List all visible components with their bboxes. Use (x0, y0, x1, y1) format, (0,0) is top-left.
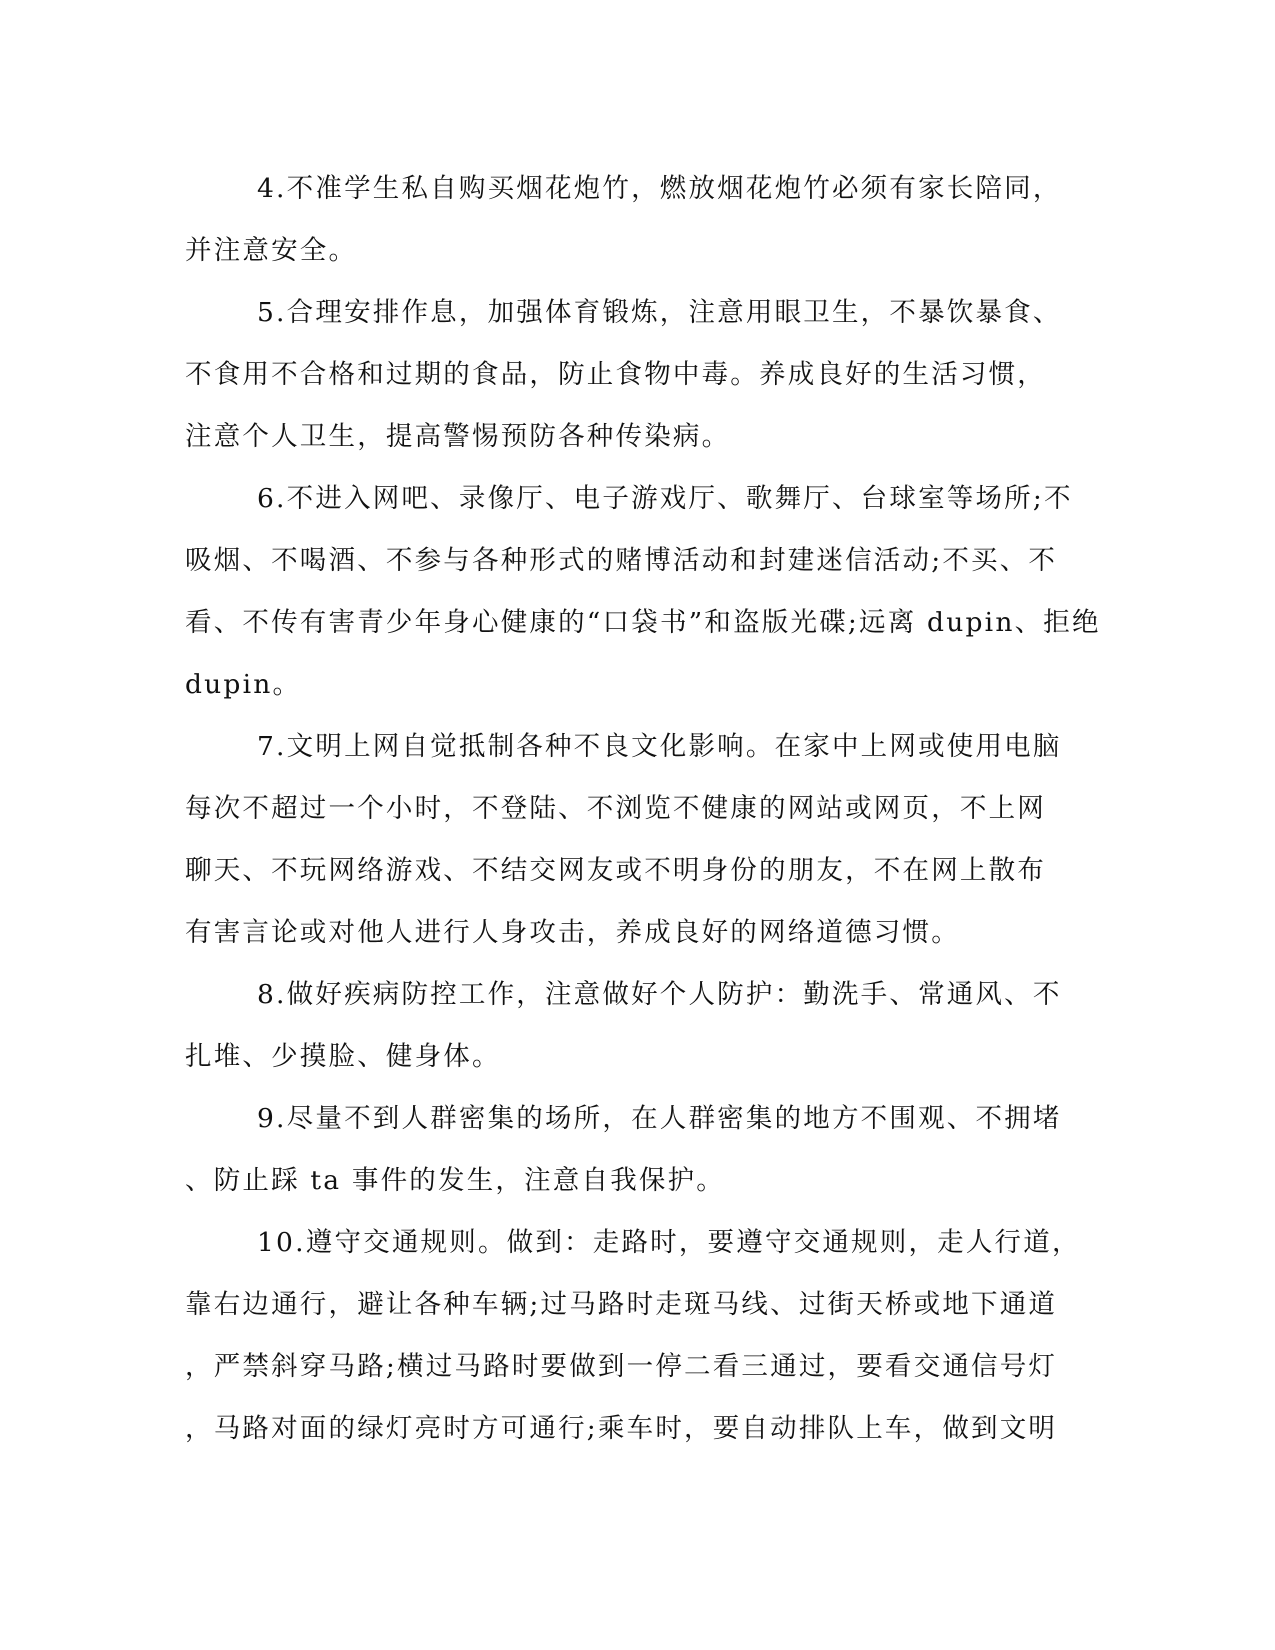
paragraph-line: dupin。 (185, 669, 302, 700)
paragraph-item-8 (185, 964, 1085, 1088)
paragraph-item-10 (185, 1212, 1085, 1460)
paragraph-line: ，严禁斜穿马路;横过马路时要做到一停二看三通过，要看交通信号灯 (185, 1351, 1058, 1382)
paragraph-line: 看、不传有害青少年身心健康的“口袋书”和盗版光碟;远离 dupin、拒绝 (185, 607, 1101, 638)
document-body (185, 158, 1101, 1460)
paragraph-line: 扎堆、少摸脸、健身体。 (185, 1041, 501, 1072)
paragraph-line: 每次不超过一个小时，不登陆、不浏览不健康的网站或网页，不上网 (185, 793, 1046, 824)
paragraph-item-7 (185, 716, 1085, 964)
paragraph-line: 4.不准学生私自购买烟花炮竹，燃放烟花炮竹必须有家长陪同， (257, 173, 1062, 204)
paragraph-line: 5.合理安排作息，加强体育锻炼，注意用眼卫生，不暴饮暴食、 (257, 297, 1062, 328)
paragraph-line: 、防止踩 ta 事件的发生，注意自我保护。 (185, 1165, 725, 1196)
paragraph-line: 9.尽量不到人群密集的场所，在人群密集的地方不围观、不拥堵 (257, 1103, 1062, 1134)
paragraph-item-6 (185, 468, 1101, 716)
paragraph-line: 靠右边通行，避让各种车辆;过马路时走斑马线、过街天桥或地下通道 (185, 1289, 1058, 1320)
paragraph-item-5 (185, 282, 1085, 468)
paragraph-line: ，马路对面的绿灯亮时方可通行;乘车时，要自动排队上车，做到文明 (185, 1413, 1058, 1444)
paragraph-line: 8.做好疾病防控工作，注意做好个人防护：勤洗手、常通风、不 (257, 979, 1062, 1010)
paragraph-line: 吸烟、不喝酒、不参与各种形式的赌博活动和封建迷信活动;不买、不 (185, 545, 1058, 576)
paragraph-line: 聊天、不玩网络游戏、不结交网友或不明身份的朋友，不在网上散布 (185, 855, 1046, 886)
paragraph-line: 注意个人卫生，提高警惕预防各种传染病。 (185, 421, 731, 452)
paragraph-line: 并注意安全。 (185, 235, 358, 266)
paragraph-line: 6.不进入网吧、录像厅、电子游戏厅、歌舞厅、台球室等场所;不 (257, 483, 1073, 514)
paragraph-line: 7.文明上网自觉抵制各种不良文化影响。在家中上网或使用电脑 (257, 731, 1062, 762)
paragraph-line: 有害言论或对他人进行人身攻击，养成良好的网络道德习惯。 (185, 917, 960, 948)
paragraph-item-9 (185, 1088, 1085, 1212)
paragraph-line: 10.遵守交通规则。做到：走路时，要遵守交通规则，走人行道， (257, 1227, 1081, 1258)
paragraph-item-4 (185, 158, 1085, 282)
paragraph-line: 不食用不合格和过期的食品，防止食物中毒。养成良好的生活习惯， (185, 359, 1046, 390)
